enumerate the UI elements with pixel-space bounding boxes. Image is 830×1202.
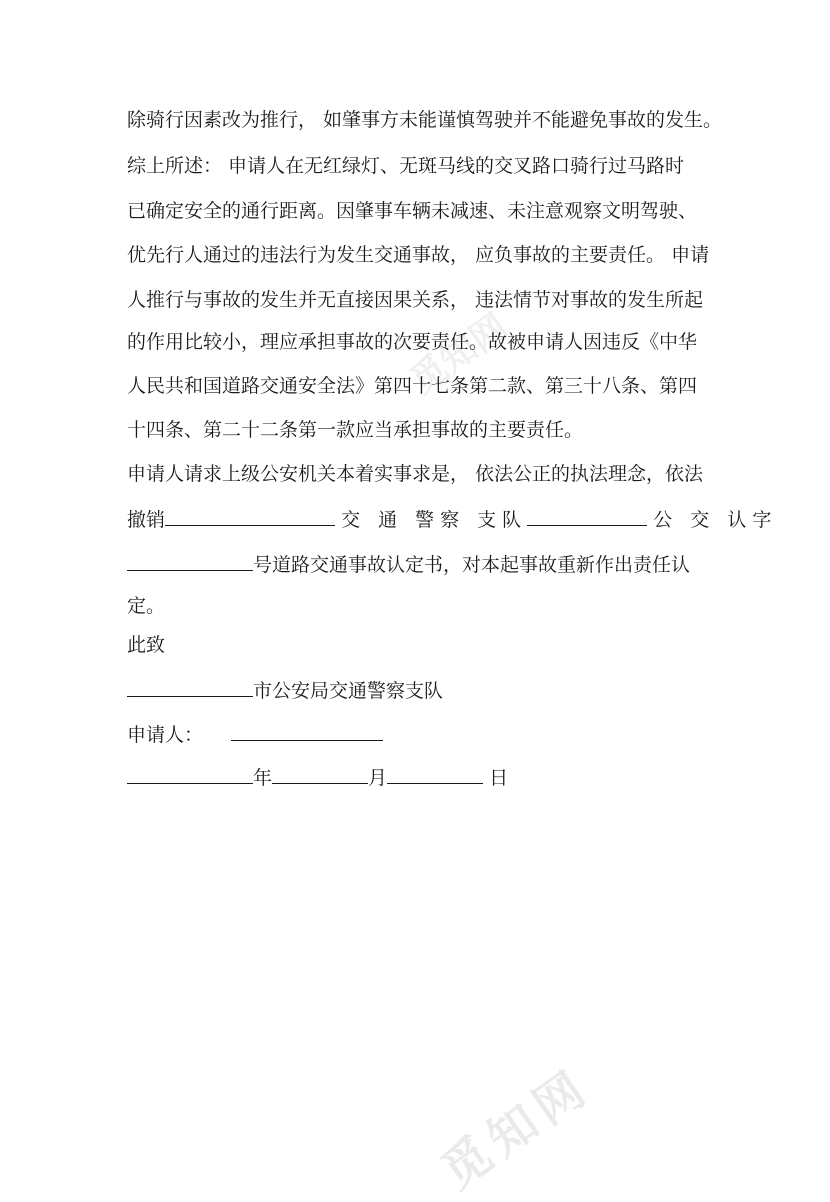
date-line: [127, 763, 508, 791]
paragraph-line: 优先行人通过的违法行为发生交通事故， 应负事故的主要责任。 申请: [127, 244, 710, 266]
certificate-number-line: [127, 550, 690, 578]
paragraph-line: 申请人请求上级公安机关本着实事求是， 依法公正的执法理念，依法: [127, 463, 704, 485]
paragraph-line: 的作用比较小，理应承担事故的次要责任。故被申请人因违反《中华: [127, 331, 698, 353]
paragraph-line: 人民共和国道路交通安全法》第四十七条第二款、第三十八条、第四: [127, 375, 698, 397]
watermark-logo: 觅知网: [402, 305, 516, 402]
applicant-label: 申请人：: [127, 724, 204, 746]
paragraph-line: 十四条、第二十二条第一款应当承担事故的主要责任。: [127, 419, 584, 441]
year-label: 年: [253, 767, 273, 789]
city-blank-field[interactable]: [127, 676, 253, 697]
recipient-text: 市公安局交通警察支队: [253, 680, 444, 702]
certificate-number-text: 号道路交通事故认定书，对本起事故重新作出责任认: [253, 554, 691, 576]
paragraph-line: 综上所述： 申请人在无红绿灯、无斑马线的交叉路口骑行过马路时: [127, 155, 685, 177]
certificate-number-blank-field[interactable]: [127, 550, 253, 571]
applicant-name-field[interactable]: [231, 720, 383, 741]
applicant-line: [127, 720, 383, 748]
brigade-blank-field[interactable]: [165, 505, 335, 526]
recipient-line: [127, 676, 443, 704]
office-blank-field[interactable]: [527, 505, 647, 526]
revoke-line: [127, 505, 777, 533]
certificate-label: 公 交 认字: [653, 509, 778, 531]
paragraph-line: 已确定安全的通行距离。因肇事车辆未减速、未注意观察文明驾驶、: [127, 200, 698, 222]
paragraph-line: 人推行与事故的发生并无直接因果关系， 违法情节对事故的发生所起: [127, 289, 704, 311]
day-blank-field[interactable]: [387, 763, 483, 784]
year-blank-field[interactable]: [127, 763, 253, 784]
watermark-logo: 觅知网: [431, 1057, 602, 1200]
salutation: 此致: [127, 634, 166, 656]
month-label: 月: [368, 767, 388, 789]
brigade-label: 交 通 警察 支队: [341, 509, 528, 531]
revoke-label: 撤销: [127, 509, 166, 531]
month-blank-field[interactable]: [272, 763, 368, 784]
paragraph-line: 除骑行因素改为推行， 如肇事方未能谨慎驾驶并不能避免事故的发生。: [127, 109, 723, 131]
day-label: 日: [483, 767, 509, 789]
paragraph-line: 定。: [127, 595, 166, 617]
